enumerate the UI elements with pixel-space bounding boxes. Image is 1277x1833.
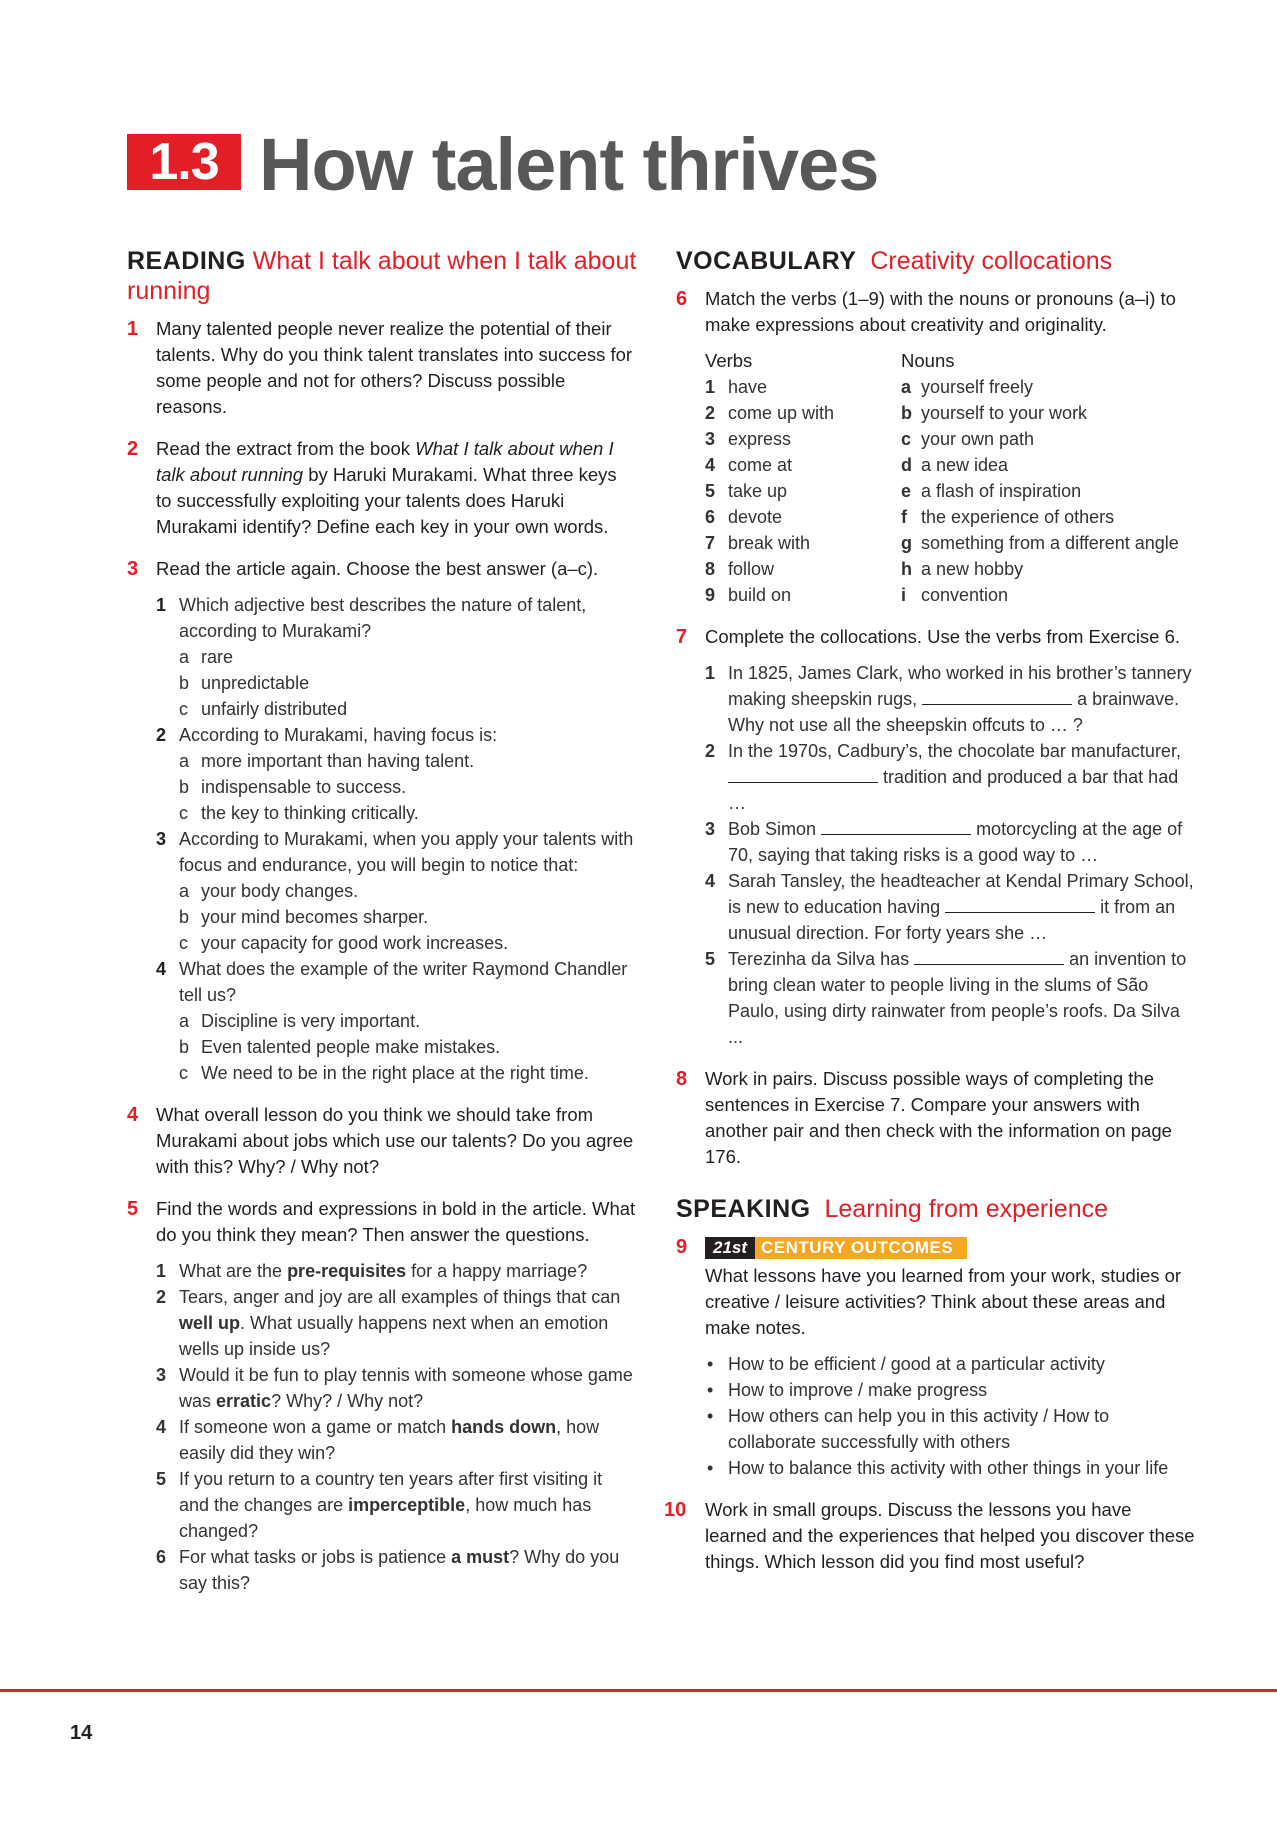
noun-item: e a flash of inspiration — [901, 481, 1082, 501]
option-a: a more important than having talent. — [179, 751, 475, 771]
section-subtitle: Creativity collocations — [870, 247, 1113, 275]
question-item: 3 Would it be fun to play tennis with someone whose game was erratic? Why? / Why not? — [156, 1365, 633, 1411]
exercise-1 — [127, 316, 637, 420]
option-a: a Discipline is very important. — [179, 1011, 421, 1031]
answer-blank[interactable] — [728, 764, 878, 783]
noun-item: c your own path — [901, 429, 1035, 449]
exercise-text: Read the article again. Choose the best answer (a–c). — [156, 558, 599, 579]
exercise-10 — [664, 1497, 1196, 1575]
unit-number-badge: 1.3 — [127, 134, 241, 190]
question-item — [156, 592, 637, 722]
bullet-item: • How to balance this activity with other things in your life — [707, 1458, 1169, 1478]
exercise-9 — [676, 1234, 1196, 1341]
answer-blank[interactable] — [922, 686, 1072, 705]
exercise-text: Match the verbs (1–9) with the nouns or pronouns (a–i) to make expressions about creativity and originality. — [705, 288, 1176, 335]
verb-item: 3 express — [705, 429, 792, 449]
noun-item: g something from a different angle — [901, 533, 1179, 553]
nouns-heading: Nouns — [901, 350, 955, 371]
gap-fill-item: 5 Terezinha da Silva has an invention to bring clean water to people living in the slums of São Paulo, using dirty rainwater from people’s roofs. Da Silva ... — [705, 946, 1196, 1050]
exercise-6 — [676, 286, 1196, 338]
exercise-text: Work in small groups. Discuss the lessons you have learned and the experiences that helped you discover these things. Which lesson did you find most useful? — [705, 1499, 1195, 1572]
exercise-number: 3 — [127, 558, 139, 580]
question-item — [156, 722, 637, 826]
exercise-text-post: by Haruki Murakami. What three keys to successfully exploiting your talents does Haruki Murakami identify? Define each key in your own words. — [156, 464, 617, 537]
exercise-text: Many talented people never realize the potential of their talents. Why do you think talent translates into success for some people and not for others? Discuss possible reasons. — [156, 318, 633, 417]
noun-item: i convention — [901, 585, 1009, 605]
question-item: 2 Tears, anger and joy are all examples of things that can well up. What usually happens next when an emotion wells up inside us? — [156, 1287, 621, 1359]
exercise-5-questions — [127, 1258, 637, 1596]
bold-term: well up — [179, 1313, 241, 1333]
vocabulary-speaking-column — [664, 246, 1196, 1591]
verbs-heading: Verbs — [705, 350, 753, 371]
gap-fill-item: 3 Bob Simon motorcycling at the age of 70, saying that taking risks is a good way to … — [705, 816, 1196, 868]
verb-item: 4 come at — [705, 455, 793, 475]
section-subtitle: What I talk about when I talk about running — [127, 247, 637, 305]
bold-term: pre-requisites — [287, 1261, 407, 1281]
page-title: How talent thrives — [259, 123, 879, 206]
noun-item: h a new hobby — [901, 559, 1024, 579]
bold-term: a must — [451, 1547, 510, 1567]
verb-item: 9 build on — [705, 585, 792, 605]
exercise-7-items — [676, 660, 1196, 1050]
noun-item: d a new idea — [901, 455, 1009, 475]
option-c: c your capacity for good work increases. — [179, 933, 509, 953]
verb-item: 6 devote — [705, 507, 783, 527]
verbs-column — [705, 348, 901, 608]
21st-century-outcomes-badge: 21st CENTURY OUTCOMES — [705, 1237, 967, 1259]
exercise-number: 5 — [127, 1198, 139, 1220]
exercise-3-questions — [127, 592, 637, 1086]
bullet-item: • How to improve / make progress — [707, 1380, 988, 1400]
gap-fill-item: 2 In the 1970s, Cadbury’s, the chocolate bar manufacturer, tradition and produced a bar that had … — [705, 741, 1181, 813]
answer-blank[interactable] — [945, 894, 1095, 913]
verb-item: 7 break with — [705, 533, 811, 553]
option-b: b Even talented people make mistakes. — [179, 1037, 501, 1057]
question-item: 6 For what tasks or jobs is patience a must? Why do you say this? — [156, 1547, 620, 1593]
option-a: a rare — [179, 647, 234, 667]
exercise-number: 9 — [676, 1236, 688, 1258]
verb-item: 5 take up — [705, 481, 788, 501]
exercise-number: 2 — [127, 438, 139, 460]
exercise-number: 4 — [127, 1104, 139, 1126]
verb-item: 2 come up with — [705, 403, 835, 423]
question-text: According to Murakami, having focus is: — [179, 725, 498, 745]
question-item: 1 What are the pre-requisites for a happy marriage? — [156, 1261, 588, 1281]
option-c: c We need to be in the right place at the right time. — [179, 1063, 589, 1083]
exercise-text: What overall lesson do you think we should take from Murakami about jobs which use our talents? Do you agree with this? Why? / Why not? — [156, 1104, 634, 1177]
exercise-number: 6 — [676, 288, 688, 310]
section-subtitle: Learning from experience — [824, 1195, 1108, 1223]
answer-blank[interactable] — [914, 946, 1064, 965]
option-b: b your mind becomes sharper. — [179, 907, 429, 927]
question-number: 1 — [156, 595, 167, 615]
reading-column — [127, 246, 637, 1612]
option-c: c unfairly distributed — [179, 699, 348, 719]
question-item — [156, 956, 637, 1086]
noun-item: a yourself freely — [901, 377, 1034, 397]
matching-table — [676, 348, 1196, 608]
bold-term: imperceptible — [348, 1495, 466, 1515]
exercise-number: 8 — [676, 1068, 688, 1090]
question-item: 4 If someone won a game or match hands down, how easily did they win? — [156, 1417, 600, 1463]
gap-fill-item: 1 In 1825, James Clark, who worked in his brother’s tannery making sheepskin rugs, a brainwave. Why not use all the sheepskin offcuts to … ? — [705, 663, 1192, 735]
verb-item: 8 follow — [705, 559, 775, 579]
option-b: b indispensable to success. — [179, 777, 407, 797]
question-text: Which adjective best describes the nature of talent, according to Murakami? — [179, 595, 587, 641]
exercise-8 — [676, 1066, 1196, 1170]
question-number: 2 — [156, 725, 167, 745]
option-a: a your body changes. — [179, 881, 359, 901]
verb-item: 1 have — [705, 377, 768, 397]
footer-divider — [0, 1689, 1277, 1692]
page-number: 14 — [70, 1722, 93, 1744]
book-title: What I talk about when I talk about running — [156, 438, 614, 485]
exercise-number: 1 — [127, 318, 139, 340]
option-b: b unpredictable — [179, 673, 310, 693]
question-number: 4 — [156, 959, 167, 979]
question-number: 3 — [156, 829, 167, 849]
exercise-text: Find the words and expressions in bold in the article. What do you think they mean? Then answer the questions. — [156, 1198, 636, 1245]
exercise-text-pre: Read the extract from the book — [156, 438, 416, 459]
exercise-number: 7 — [676, 626, 688, 648]
bold-term: erratic — [216, 1391, 272, 1411]
question-item — [156, 826, 637, 956]
question-item: 5 If you return to a country ten years after first visiting it and the changes are imperceptible, how much has changed? — [156, 1469, 603, 1541]
exercise-number: 10 — [664, 1499, 687, 1521]
exercise-text: Complete the collocations. Use the verbs from Exercise 6. — [705, 626, 1181, 647]
speaking-heading — [676, 1194, 1196, 1224]
exercise-4 — [127, 1102, 637, 1180]
noun-item: f the experience of others — [901, 507, 1115, 527]
gap-fill-item: 4 Sarah Tansley, the headteacher at Kendal Primary School, is new to education having it from an unusual direction. For forty years she … — [705, 871, 1194, 943]
exercise-text: What lessons have you learned from your work, studies or creative / leisure activities? Think about these areas and make notes. — [705, 1265, 1182, 1338]
exercise-3 — [127, 556, 637, 582]
question-text: According to Murakami, when you apply your talents with focus and endurance, you will begin to notice that: — [179, 829, 634, 875]
exercise-9-bullets — [676, 1351, 1196, 1481]
exercise-7 — [676, 624, 1196, 650]
answer-blank[interactable] — [821, 816, 971, 835]
section-keyword: VOCABULARY — [676, 247, 857, 275]
exercise-2 — [127, 436, 637, 540]
option-c: c the key to thinking critically. — [179, 803, 419, 823]
bold-term: hands down — [451, 1417, 557, 1437]
question-text: What does the example of the writer Raymond Chandler tell us? — [179, 959, 628, 1005]
vocabulary-heading — [676, 246, 1196, 276]
noun-item: b yourself to your work — [901, 403, 1088, 423]
exercise-5 — [127, 1196, 637, 1248]
bullet-item: • How others can help you in this activity / How to collaborate successfully with others — [707, 1406, 1110, 1452]
bullet-item: • How to be efficient / good at a particular activity — [707, 1354, 1105, 1374]
section-keyword: READING — [127, 247, 246, 275]
nouns-column — [901, 348, 1191, 608]
exercise-text: Work in pairs. Discuss possible ways of completing the sentences in Exercise 7. Compare your answers with another pair and then check with the information on page 176. — [705, 1068, 1172, 1167]
reading-heading — [127, 246, 637, 306]
section-keyword: SPEAKING — [676, 1195, 811, 1223]
